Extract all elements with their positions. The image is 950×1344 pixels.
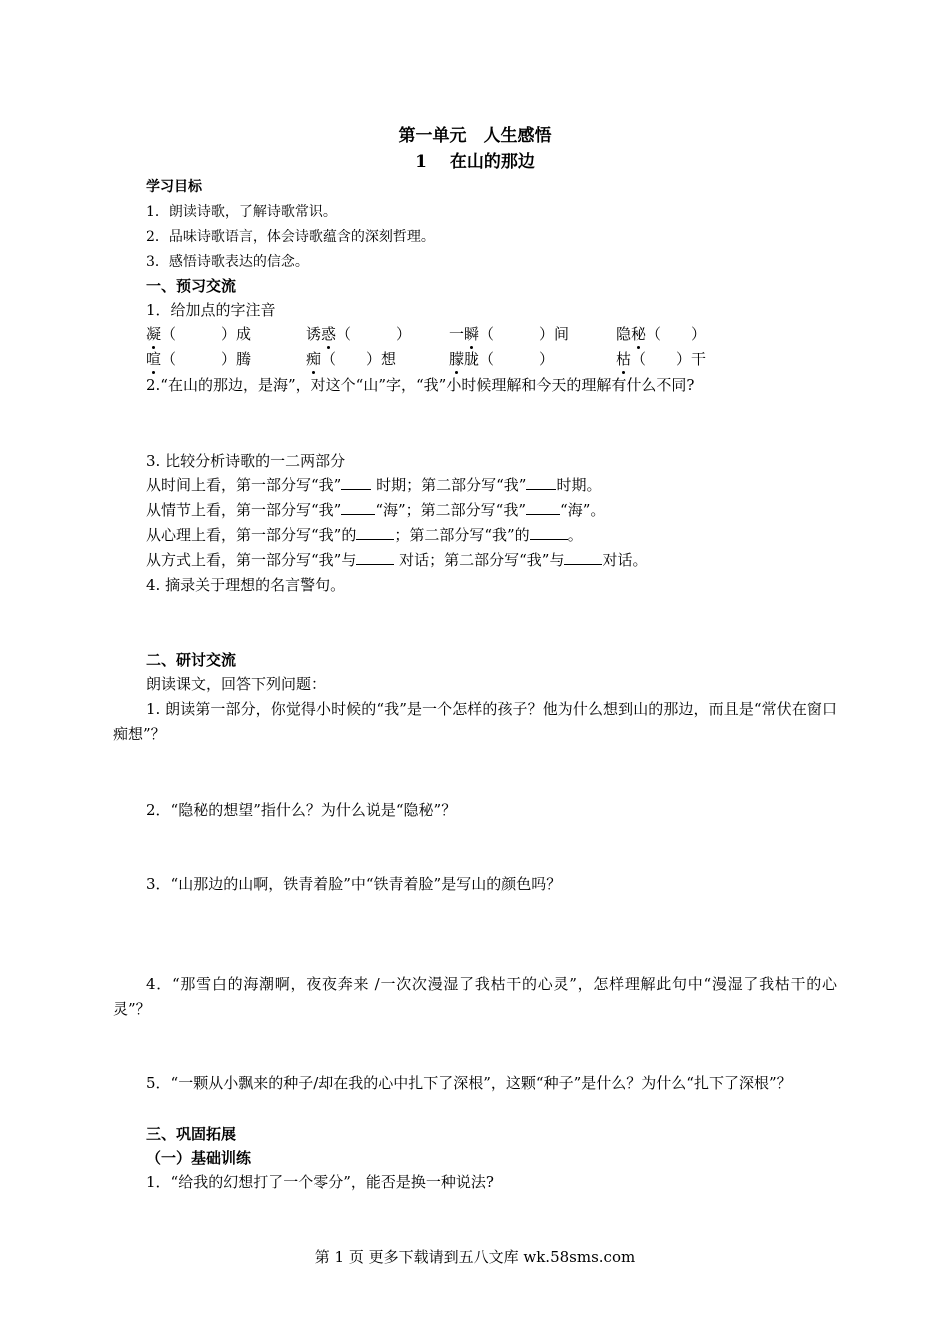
unit-title: 第一单元 人生感悟	[398, 126, 552, 146]
compare-text: 时期。	[556, 476, 602, 494]
pinyin-blank: （ ）间	[479, 325, 570, 343]
dotted-char: 秘	[631, 325, 647, 343]
pinyin-blank: （ ）	[479, 350, 555, 368]
dotted-char: 瞬	[464, 325, 480, 343]
char: 诱	[306, 325, 322, 343]
fill-blank[interactable]	[564, 550, 602, 565]
objective-item: 2．品味诗歌语言，体会诗歌蕴含的深刻哲理。	[146, 229, 435, 245]
page-footer: 第 1 页 更多下载请到五八文库 wk.58sms.com	[314, 1248, 636, 1266]
pinyin-blank: （ ）干	[631, 350, 707, 368]
fill-blank[interactable]	[526, 500, 560, 515]
fill-blank[interactable]	[341, 500, 375, 515]
compare-text: ；第二部分写“我”的	[394, 526, 530, 544]
compare-text: 对话；第二部分写“我”与	[394, 551, 565, 569]
fill-blank[interactable]	[526, 475, 556, 490]
pinyin-blank: （ ）	[336, 325, 412, 343]
dotted-char: 痴	[306, 350, 322, 368]
pinyin-blank: （ ）腾	[161, 350, 252, 368]
fill-blank[interactable]	[356, 525, 394, 540]
pinyin-item	[616, 349, 706, 369]
pinyin-item	[306, 349, 396, 369]
compare-text: 时期；第二部分写“我”	[371, 476, 527, 494]
compare-line	[146, 500, 605, 520]
pinyin-item	[146, 349, 251, 369]
consolidate-heading: 三、巩固拓展	[146, 1125, 237, 1143]
compare-text: 从情节上看，第一部分写“我”	[146, 501, 342, 519]
char: 胧	[464, 350, 480, 368]
fill-blank[interactable]	[530, 525, 568, 540]
pinyin-row-1	[146, 324, 766, 344]
lesson-title: 1 在山的那边	[415, 152, 535, 172]
dotted-char: 枯	[616, 350, 632, 368]
discussion-question-4: 4．“那雪白的海潮啊，夜夜奔来 /一次次漫湿了我枯干的心灵”，怎样理解此句中“漫湿了我枯干的心灵”？	[113, 975, 837, 1018]
compare-text: “海”；第二部分写“我”	[375, 501, 527, 519]
preview-heading: 一、预习交流	[146, 277, 237, 295]
consolidate-question-1: 1．“给我的幻想打了一个零分”，能否是换一种说法?	[146, 1173, 494, 1191]
fill-blank[interactable]	[341, 475, 371, 490]
dotted-char: 喧	[146, 350, 162, 368]
dotted-char: 朦	[449, 350, 465, 368]
compare-text: “海”。	[560, 501, 606, 519]
preview-question-1: 1．给加点的字注音	[146, 301, 276, 319]
char: 一	[449, 325, 465, 343]
preview-question-2: 2.“在山的那边，是海”，对这个“山”字，“我”小时候理解和今天的理解有什么不同?	[146, 376, 695, 394]
discussion-intro: 朗读课文，回答下列问题：	[146, 675, 327, 693]
pinyin-item	[306, 324, 411, 344]
discussion-question-2: 2．“隐秘的想望”指什么？为什么说是“隐秘”？	[146, 801, 457, 819]
pinyin-blank: （ ）成	[161, 325, 252, 343]
pinyin-blank: （ ）	[646, 325, 707, 343]
consolidate-subheading: （一）基础训练	[146, 1149, 252, 1167]
pinyin-item	[616, 324, 706, 344]
objective-item: 3．感悟诗歌表达的信念。	[146, 254, 309, 270]
discussion-question-5: 5．“一颗从小飘来的种子/却在我的心中扎下了深根”，这颗“种子”是什么？为什么“扎下了深根”？	[146, 1074, 792, 1092]
dotted-char: 凝	[146, 325, 162, 343]
pinyin-row-2	[146, 349, 766, 369]
compare-text: 从心理上看，第一部分写“我”的	[146, 526, 357, 544]
discussion-question-3: 3．“山那边的山啊，铁青着脸”中“铁青着脸”是写山的颜色吗？	[146, 875, 562, 893]
discussion-question-1: 1. 朗读第一部分，你觉得小时候的“我”是一个怎样的孩子？他为什么想到山的那边，而且是“常伏在窗口痴想”？	[113, 700, 837, 743]
pinyin-blank: （ ）想	[321, 350, 397, 368]
dotted-char: 惑	[321, 325, 337, 343]
pinyin-item	[146, 324, 251, 344]
fill-blank[interactable]	[356, 550, 394, 565]
compare-line	[146, 550, 647, 570]
compare-text: 。	[567, 526, 583, 544]
compare-text: 对话。	[602, 551, 648, 569]
compare-text: 从方式上看，第一部分写“我”与	[146, 551, 357, 569]
preview-question-3: 3. 比较分析诗歌的一二两部分	[146, 452, 346, 470]
pinyin-item	[449, 349, 554, 369]
char: 隐	[616, 325, 632, 343]
objective-item: 1．朗读诗歌，了解诗歌常识。	[146, 204, 337, 220]
preview-question-4: 4. 摘录关于理想的名言警句。	[146, 576, 346, 594]
compare-text: 从时间上看，第一部分写“我”	[146, 476, 342, 494]
compare-line	[146, 525, 583, 545]
pinyin-item	[449, 324, 569, 344]
objectives-heading: 学习目标	[146, 179, 202, 195]
compare-line	[146, 475, 601, 495]
discussion-heading: 二、研讨交流	[146, 651, 237, 669]
